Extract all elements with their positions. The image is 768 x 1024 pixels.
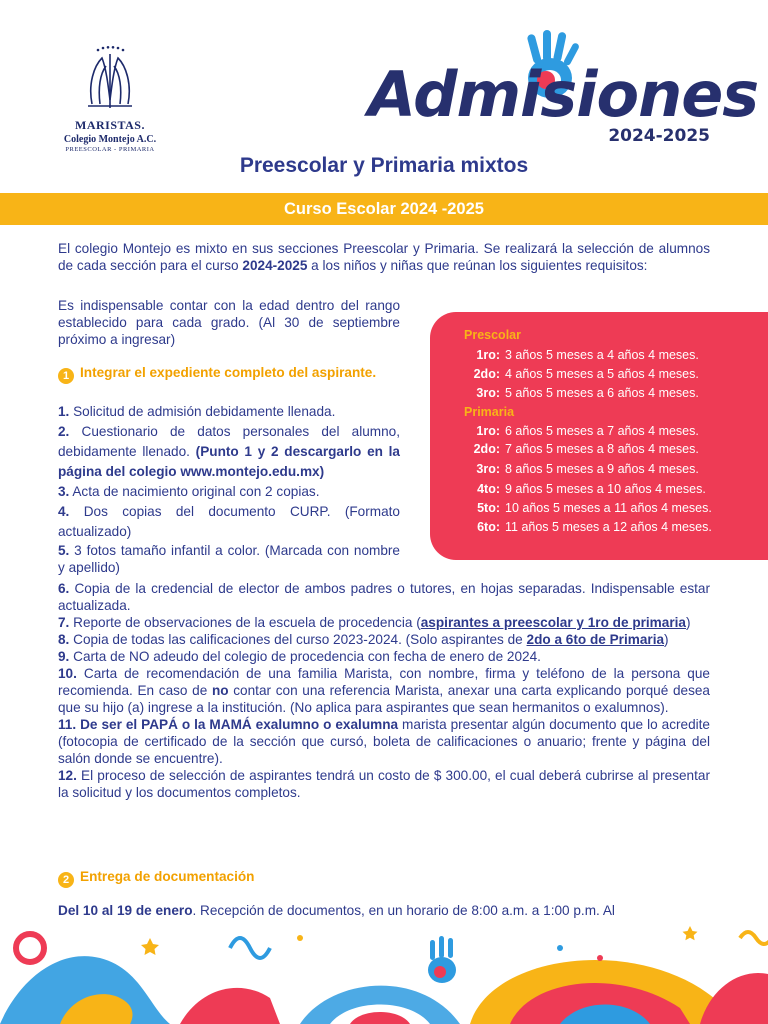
logo-line1: MARISTAS. (75, 118, 145, 132)
requirements-list-bottom (58, 580, 710, 801)
requirements-list-top (58, 402, 400, 576)
page-title: Preescolar y Primaria mixtos (239, 154, 529, 177)
delivery-dates: Del 10 al 19 de enero (58, 903, 193, 918)
preescolar-label: Prescolar (464, 328, 521, 342)
age-requirement: Es indispensable contar con la edad dentro del rango establecido para cada grado. (Al 30 de septiembre próximo a ingresar) (58, 298, 400, 347)
list-item: 10. Carta de recomendación de una familia Marista, con nombre, firma y teléfono de la persona que recomienda. En caso de no contar con una referencia Marista, anexar una carta explicando porqué desea que su hijo (a) ingrese a la institución. (No aplica para aspirantes que sean hermanitos o exalumnos). (58, 666, 710, 715)
list-item: 5. 3 fotos tamaño infantil a color. (Marcada con nombre y apellido) (58, 543, 400, 575)
list-item: 8. Copia de todas las calificaciones del curso 2023-2024. (Solo aspirantes de 2do a 6to de Primaria) (58, 632, 669, 647)
school-logo (40, 44, 180, 153)
logo-line3: PREESCOLAR - PRIMARIA (65, 146, 155, 153)
list-item: 9. Carta de NO adeudo del colegio de procedencia con fecha de enero de 2024. (58, 649, 541, 664)
decorative-footer (0, 918, 768, 1024)
list-item: 1. Solicitud de admisión debidamente llenada. (58, 404, 336, 419)
delivery-text: . Recepción de documentos, en un horario de 8:00 a.m. a 1:00 p.m. Al (192, 903, 615, 918)
section-2-heading (58, 869, 254, 888)
primaria-label: Primaria (464, 405, 515, 419)
school-year-label: Curso Escolar 2024 -2025 (284, 200, 484, 218)
section-2-title: Entrega de documentación (80, 869, 255, 884)
delivery-paragraph (58, 902, 710, 919)
school-year-band (0, 193, 768, 225)
age-row: 6to: 11 años 5 meses a 12 años 4 meses. (477, 520, 712, 534)
age-row: 1ro: 6 años 5 meses a 7 años 4 meses. (476, 424, 699, 438)
section-1-number: 1 (58, 368, 74, 384)
list-item: 11. De ser el PAPÁ o la MAMÁ exalumno o exalumna marista presentar algún documento que lo acredite (fotocopia de certificado de la sección que cursó, boleta de calificaciones o anuario; frente y página del salón donde se encuentre). (58, 717, 710, 766)
list-item: 3. Acta de nacimiento original con 2 copias. (58, 484, 320, 499)
list-item: 6. Copia de la credencial de elector de ambos padres o tutores, en hojas separadas. Indispensable estar actualizada. (58, 581, 710, 613)
age-row: 4to: 9 años 5 meses a 10 años 4 meses. (477, 482, 706, 496)
age-row: 3ro: 5 años 5 meses a 6 años 4 meses. (476, 386, 699, 400)
intro-year: 2024-2025 (242, 258, 308, 273)
admisiones-year: 2024-2025 (608, 126, 710, 146)
admisiones-header (368, 28, 759, 158)
admisiones-title: Admisiones (368, 58, 759, 131)
list-item: 2. Cuestionario de datos personales del alumno, debidamente llenado. (Punto 1 y 2 descargarlo en la página del colegio www.montejo.edu.mx) (58, 424, 400, 479)
list-item: 12. El proceso de selección de aspirantes tendrá un costo de $ 300.00, el cual deberá cubrirse al presentar la solicitud y los documentos completos. (58, 768, 710, 800)
list-item: 4. Dos copias del documento CURP. (Formato actualizado) (58, 504, 400, 539)
intro-text-a: El colegio Montejo es mixto en sus secciones Preescolar y Primaria. Se realizará la selección de alumnos de cada sección para el curso (58, 241, 710, 273)
section-2-number: 2 (58, 872, 74, 888)
hand-icon (428, 936, 456, 983)
age-row: 1ro: 3 años 5 meses a 4 años 4 meses. (476, 348, 699, 362)
intro-text-c: a los niños y niñas que reúnan los siguientes requisitos: (307, 258, 648, 273)
section-1-title: Integrar el expediente completo del aspirante. (80, 365, 377, 380)
age-ranges-box (430, 312, 768, 560)
logo-monogram-icon (70, 44, 150, 116)
age-row: 5to: 10 años 5 meses a 11 años 4 meses. (477, 501, 712, 515)
age-row: 2do: 7 años 5 meses a 8 años 4 meses. (473, 442, 699, 456)
age-row: 2do: 4 años 5 meses a 5 años 4 meses. (473, 367, 699, 381)
intro-paragraph (58, 240, 710, 274)
age-row: 3ro: 8 años 5 meses a 9 años 4 meses. (476, 462, 699, 476)
logo-line2: Colegio Montejo A.C. (63, 134, 157, 145)
section-1-heading (58, 365, 376, 384)
list-item: 7. Reporte de observaciones de la escuela de procedencia (aspirantes a preescolar y 1ro de primaria) (58, 615, 691, 630)
